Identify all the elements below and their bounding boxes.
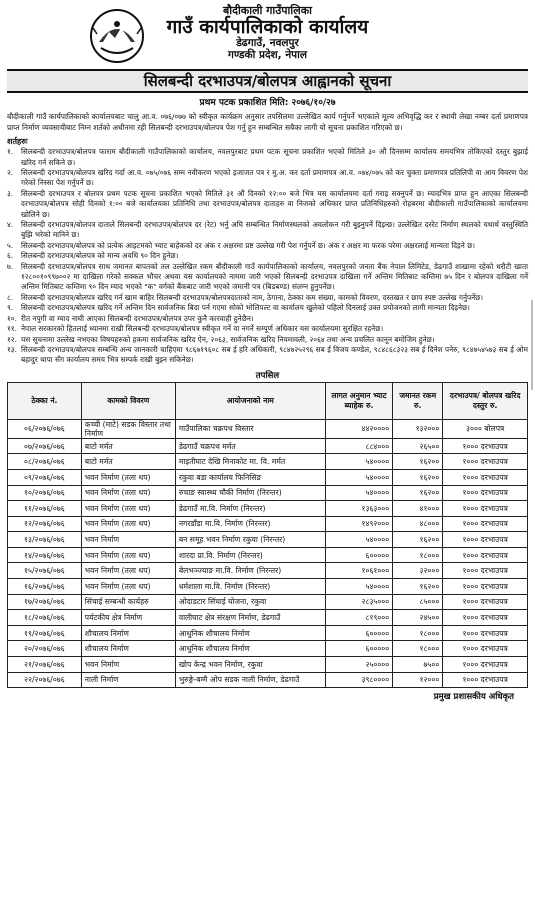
table-row [8,672,528,688]
condition-number: ३. [7,188,14,198]
project-name-cell: भुरुङ्गे-बम्मै ओप सडक नाली निर्माण, डेढगाउँ [175,672,325,688]
contract-number-cell: १६/२०७६/०७६ [8,579,82,595]
project-name-cell: आधुनिक शौचालय निर्माण [175,641,325,657]
cost-estimate-cell: २५०००० [325,657,392,673]
work-description-cell: शौचालय निर्माण [81,625,175,641]
work-description-cell: भवन निर्माण (तला थप) [81,501,175,517]
work-description-cell: शौचालय निर्माण [81,641,175,657]
condition-number: ६. [7,251,14,261]
contract-number-cell: १७/२०७६/०७६ [8,594,82,610]
condition-number: ८. [7,292,14,302]
cost-estimate-cell: ५४०००० [325,454,392,470]
cost-estimate-cell: ३९८०००० [325,672,392,688]
work-description-cell: भवन निर्माण (तला थप) [81,563,175,579]
work-description-cell: सिंचाई सम्बन्धी कार्यहरु [81,594,175,610]
condition-number: ५. [7,240,14,250]
condition-number: १०. [7,313,17,323]
security-amount-cell: १६२०० [393,532,443,548]
column-header: आयोजनाको नाम [175,382,325,419]
contract-number-cell: १३/२०७६/०७६ [8,532,82,548]
cost-estimate-cell: ५४०००० [325,485,392,501]
condition-text: सिलबन्दी दरभाउपत्र/बोलपत्र साथ जमानत बापतको तल उल्लेखित रकम बौदीकाली गाउँ कार्यपालिकाको कार्यालय, नवलपुरको जनता बैंक नेपाल लिमिटेड, डेढगाउँ शाखामा रहेको धरौटी खाता १२८००१०९९७००२ मा दाखिला गरेको सक्कल भौचर अथवा यस कार्यालयको नाममा जारी भएको सिलबन्दी दरभाउपत्र दाखिला गर्ने अन्तिम मितिबाट कम्तिमा ७५ दिन र बोलपत्र दाखिला गर्ने अन्तिम मितिबाट कम्तिमा ९० दिन म्याद भएको "क" वर्गको बैंकबाट जारी भएको जमानी पत्र (बिडबण्ड) संलग्न हुनुपर्नेछ। [21,261,528,292]
office-name: गाउँ कार्यपालिकाको कार्यालय [166,16,369,38]
cost-estimate-cell: ६००००० [325,641,392,657]
condition-number: १. [7,147,14,157]
condition-text: सिलबन्दी दरभाउपत्र/बोलपत्र सम्बन्धि अन्य जानकारी चाहिएमा ९८६७१९६०८ सब ई हरि अधिकारी, ९८४७२५२९६ सब ई विजय कण्डेल, ९८४८६८३२३ सब ई दिनेश पनेरु, ९८४७५४५७३ सब ई ओम बहादुर थापा सँग कार्यालय समय भित्र सम्पर्क राखी बुझ्न सकिनेछ। [21,344,528,365]
condition-item [7,345,528,366]
fee-cell: ३००० बोलपत्र [443,419,528,438]
contract-number-cell: ०९/२०७६/०७६ [8,469,82,485]
contract-number-cell: १८/२०७६/०७६ [8,610,82,626]
condition-text: सिलबन्दी दरभाउपत्र/बोलपत्र खरिद गर्दा आ.व. ०७५/०७६ सम्म नवीकरण भएको इजाजत पत्र र मु.अ. कर दर्ता प्रमाणपत्र आ.व. ०७४/०७५ को कर चुक्ता प्रमाणपत्र प्रतिलिपी वा आय विवरण पेश गरेको निस्सा पेश गर्नुपर्ने छ। [21,168,528,188]
security-amount-cell: १८००० [393,547,443,563]
table-row [8,419,528,438]
fee-cell: १००० दरभाउपत्र [443,438,528,454]
cost-estimate-cell: १३६३००० [325,501,392,517]
contract-number-cell: ०६/२०७६/०७६ [8,419,82,438]
security-amount-cell: ३२००० [393,563,443,579]
cost-estimate-cell: ८१९००० [325,610,392,626]
contract-number-cell: २१/२०७६/०७६ [8,657,82,673]
work-description-cell: भवन निर्माण (तला थप) [81,579,175,595]
project-name-cell: बेलभञ्ज्याङ मा.वि. निर्माण (निरन्तर) [175,563,325,579]
fee-cell: १००० दरभाउपत्र [443,501,528,517]
condition-item [7,251,528,261]
project-name-cell: गाउँपालिका चक्रपथ विस्तार [175,419,325,438]
project-name-cell: डेढगाउँ चक्रपथ मर्मत [175,438,325,454]
office-address: डेढगाउँ, नवलपुर [236,37,299,49]
fee-cell: १००० दरभाउपत्र [443,485,528,501]
project-name-cell: डेढगाउँ मा.वि. निर्माण (निरन्तर) [175,501,325,517]
cost-estimate-cell: ५४०००० [325,579,392,595]
contract-number-cell: १२/२०७६/०७६ [8,516,82,532]
fee-cell: १००० दरभाउपत्र [443,454,528,470]
table-row [8,610,528,626]
condition-text: सिलबन्दी दरभाउपत्र/बोलपत्र खरिद गर्ने अन्तिम दिन सार्वजनिक बिदा पर्न गएमा सोको भोलिपल्ट वा कार्यालय खुलेको पहिलो दिनलाई उक्त प्रयोजनको लागी मान्यता दिइनेछ। [21,303,470,313]
municipality-name: बौदीकाली गाउँपालिका [222,4,313,17]
condition-text: यस सूचनामा उल्लेख नभएका विषयहरुको हकमा सार्वजनिक खरिद ऐन, २०६३, सार्वजनिक खरिद नियमावली, २०६४ तथा अन्य प्रचलित कानून बमोजिम हुनेछ। [21,334,435,344]
security-amount-cell: १२००० [393,672,443,688]
table-row [8,641,528,657]
fee-cell: १००० दरभाउपत्र [443,516,528,532]
cost-estimate-cell: ५४०००० [325,469,392,485]
cost-estimate-cell: ५४०००० [325,532,392,548]
scan-edge-mark [531,300,533,390]
conditions-heading: शर्तहरुः [7,137,28,147]
table-row [8,454,528,470]
table-row [8,532,528,548]
column-header: लागत अनुमान भ्याट ब्याहेक रु. [325,382,392,419]
condition-number: १३. [7,344,17,354]
cost-estimate-cell: ४४२०००० [325,419,392,438]
table-row [8,563,528,579]
security-amount-cell: ४८००० [393,516,443,532]
condition-text: रीत नपुगी वा म्याद नाघी आएका सिलबन्दी दरभाउपत्र/बोलपत्र उपर कुनै कारवाही हुनेछैन। [21,313,254,323]
security-amount-cell: १६२०० [393,454,443,470]
condition-number: ७. [7,261,14,271]
project-name-cell: वालीघाट क्षेत्र संरक्षण निर्माण, डेढगाउँ [175,610,325,626]
security-amount-cell: १३२००० [393,419,443,438]
contract-number-cell: २०/२०७६/०७६ [8,641,82,657]
project-name-cell: ओदाडटार सिंचाई योजना, रकुवा [175,594,325,610]
condition-item [7,314,528,324]
nepal-emblem-icon [89,8,145,64]
fee-cell: १००० दरभाउपत्र [443,594,528,610]
work-description-cell: बाटो मर्मत [81,454,175,470]
condition-number: ४. [7,220,14,230]
condition-text: सिलबन्दी दरभाउपत्र र बोलपत्र प्रथम पटक सूचना प्रकाशित भएको मितिले ३१ औं दिनको १२:०० बजे भित्र यस कार्यालयमा दर्ता गराइ सक्नुपर्ने छ। म्यादभित्र प्राप्त हुन आएका सिलबन्दी दरभाउपत्र/बोलपत्र सोही दिनको १:०० बजे कार्यालयका प्रतिनिधि तथा दरभाउपत्र/बोलपत्र दाताहरु वा निजको अधिकार प्राप्त प्रतिनिधिहरुको रोहबरमा बौदीकाली गाउँपालिकाको कार्यालयमा खोलिने छ। [21,188,528,219]
signature-label: प्रमुख प्रशासकीय अधिकृत [433,692,514,703]
fee-cell: १००० दरभाउपत्र [443,469,528,485]
security-amount-cell: १६२०० [393,469,443,485]
condition-text: सिलबन्दी दरभाउपत्र/बोलपत्र दाताले सिलबन्दी दरभाउपत्र/बोलपत्र दर (रेट) भर्नु अघि सम्बन्धित निर्माणस्थलको अवलोकन गरी बुझ्नुपर्ने दिइन्छ। उल्लेखित दररेट निर्माण स्थलको यथार्थ वस्तुस्थिति बुझि भरेको मानिने छ। [21,220,528,240]
contract-number-cell: १९/२०७६/०७६ [8,625,82,641]
work-description-cell: कच्ची (माटे) सडक विस्तार तथा निर्माण [81,419,175,438]
condition-text: सिलबन्दी दरभाउपत्र/बोलपत्र को प्रत्येक आइटमको भ्याट बाहेकको दर अंक र अक्षरमा प्रष्ट उल्लेख गरी पेश गर्नुपर्ने छ। अंक र अक्षर मा फरक परेमा अक्षरलाई मान्यता दिइने छ। [21,240,475,250]
fee-cell: १००० दरभाउपत्र [443,610,528,626]
security-amount-cell: १६२०० [393,579,443,595]
work-description-cell: बाटो मर्मत [81,438,175,454]
table-row [8,625,528,641]
condition-text: सिलबन्दी दरभाउपत्र/बोलपत्र को मान्य अवधि ९० दिन हुनेछ। [21,251,179,261]
project-name-cell: धर्मशाला मा.वि. निर्माण (निरन्तर) [175,579,325,595]
table-row [8,438,528,454]
fee-cell: १००० दरभाउपत्र [443,547,528,563]
contract-number-cell: २२/२०७६/०७६ [8,672,82,688]
publish-date: प्रथम पटक प्रकाशित मिति: २०७६/१०/२७ [199,98,336,108]
contract-number-cell: १४/२०७६/०७६ [8,547,82,563]
conditions-list [7,147,528,366]
project-name-cell: बन समूह भवन निर्माण रकुवा (निरन्तर) [175,532,325,548]
condition-item [7,262,528,293]
table-row [8,657,528,673]
condition-item [7,324,528,334]
condition-text: सिलबन्दी दरभाउपत्र/बोलपत्र खरिद गर्न खाम बाहिर सिलबन्दी दरभाउपत्र/बोलपत्रदाताको नाम, ठेगाना, ठेक्का कम संख्या, कामको विवरण, दस्तखत र छाप स्पष्ट उल्लेख गर्नुपर्नेछ। [21,292,484,302]
column-header: जमानत रकम रु. [393,382,443,419]
letterhead [7,4,528,68]
security-amount-cell: १६२०० [393,485,443,501]
security-amount-cell: ८५००० [393,594,443,610]
condition-number: २. [7,168,14,177]
contract-number-cell: १५/२०७६/०७६ [8,563,82,579]
security-amount-cell: २६५०० [393,438,443,454]
condition-item [7,241,528,251]
work-description-cell: भवन निर्माण (तला थप) [81,485,175,501]
work-description-cell: भवन निर्माण [81,532,175,548]
table-row [8,547,528,563]
fee-cell: १००० दरभाउपत्र [443,625,528,641]
fee-cell: १००० दरभाउपत्र [443,657,528,673]
work-description-cell: पर्यटकीय क्षेत्र निर्माण [81,610,175,626]
table-body [8,419,528,688]
cost-estimate-cell: ६००००० [325,625,392,641]
project-name-cell: रुचाङ स्वास्थ्य चौकी निर्माण (निरन्तर) [175,485,325,501]
office-province: गण्डकी प्रदेश, नेपाल [228,49,307,61]
condition-item [7,335,528,345]
work-description-cell: भवन निर्माण [81,657,175,673]
work-description-cell: भवन निर्माण (तला थप) [81,469,175,485]
work-description-cell: भवन निर्माण (तला थप) [81,547,175,563]
security-amount-cell: १८००० [393,625,443,641]
cost-estimate-cell: ८८४००० [325,438,392,454]
condition-item [7,168,528,189]
intro-paragraph: बौदीकाली गाउँ कार्यपालिकाको कार्यालयबाट चालु आ.व. ०७६/०७७ को स्वीकृत कार्यक्रम अनुसार तपसिलमा उल्लेखित कार्य गर्नुपर्ने भएकाले मूल्य अभिवृद्धि कर र स्थायी लेखा नम्बर दर्ता प्रमाणपत्र प्राप्त निर्माण व्यवसायीबाट निम्न शर्तको अधीनमा रही सिलबन्दी दरभाउपत्र/बोलपत्र पेश गर्नु हुन सम्बन्धित सबैका लागी यो सूचना प्रकाशित गरिएको छ। [7,112,528,132]
project-name-cell: माइतीघाट देखि मिनाकोट मा. वि. मर्मत [175,454,325,470]
cost-estimate-cell: १०६१००० [325,563,392,579]
contract-number-cell: ०७/२०७६/०७६ [8,438,82,454]
project-name-cell: आधुनिक शौचालय निर्माण [175,625,325,641]
table-row [8,485,528,501]
fee-cell: १००० दरभाउपत्र [443,563,528,579]
column-header: ठेक्का नं. [8,382,82,419]
condition-number: ११. [7,324,17,334]
table-row [8,594,528,610]
cost-estimate-cell: १४९२००० [325,516,392,532]
contract-number-cell: १०/२०७६/०७६ [8,485,82,501]
cost-estimate-cell: ६००००० [325,547,392,563]
schedule-heading: तपसिल [255,370,280,381]
fee-cell: १००० दरभाउपत्र [443,532,528,548]
contract-number-cell: ०८/२०७६/०७६ [8,454,82,470]
table-row [8,469,528,485]
work-description-cell: नाली निर्माण [81,672,175,688]
fee-cell: १००० दरभाउपत्र [443,579,528,595]
project-name-cell: रकुवा बडा कार्यालय फिनिसिङ [175,469,325,485]
condition-item [7,293,528,303]
condition-item [7,147,528,168]
condition-item [7,303,528,313]
table-row [8,579,528,595]
condition-number: ९. [7,303,14,313]
condition-text: नेपाल सरकारको हितलाई ध्यानमा राखी सिलबन्दी दरभाउपत्र/बोलपत्र स्वीकृत गर्ने वा नगर्ने सम्पूर्ण अधिकार यस कार्यालयमा सुरक्षित रहनेछ। [21,324,384,334]
fee-cell: १००० दरभाउपत्र [443,672,528,688]
condition-item [7,189,528,220]
contract-number-cell: ११/२०७६/०७६ [8,501,82,517]
column-header: दरभाउपत्र/ बोलपत्र खरिद दस्तुर रु. [443,382,528,419]
work-description-cell: भवन निर्माण (तला थप) [81,516,175,532]
project-name-cell: नगरडाँडा मा.वि. निर्माण (निरन्तर) [175,516,325,532]
fee-cell: १००० दरभाउपत्र [443,641,528,657]
condition-item [7,220,528,241]
security-amount-cell: ४१००० [393,501,443,517]
condition-text: सिलबन्दी दरभाउपत्र/बोलपत्र फाराम बौदीकाली गाउँपालिकाको कार्यालय, नवलपुरबाट प्रथम पटक सूचना प्रकाशित भएको मितिले ३० औं दिनसम्म कार्यालय समयभित्र तोकिएको दस्तुर बुझाई खरिद गर्न सकिने छ। [21,147,528,167]
notice-title: सिलबन्दी दरभाउपत्र/बोलपत्र आह्वानको सूचना [7,69,528,93]
project-name-cell: शारदा प्रा.वि. निर्माण (निरन्तर) [175,547,325,563]
cost-estimate-cell: २८३५००० [325,594,392,610]
column-header: कामको विवरण [81,382,175,419]
works-table [7,382,528,689]
security-amount-cell: ७५०० [393,657,443,673]
security-amount-cell: १८००० [393,641,443,657]
table-header-row [8,382,528,419]
project-name-cell: खोप केन्द्र भवन निर्माण, रकुवा [175,657,325,673]
security-amount-cell: २४५०० [393,610,443,626]
condition-number: १२. [7,334,17,344]
table-row [8,501,528,517]
table-row [8,516,528,532]
